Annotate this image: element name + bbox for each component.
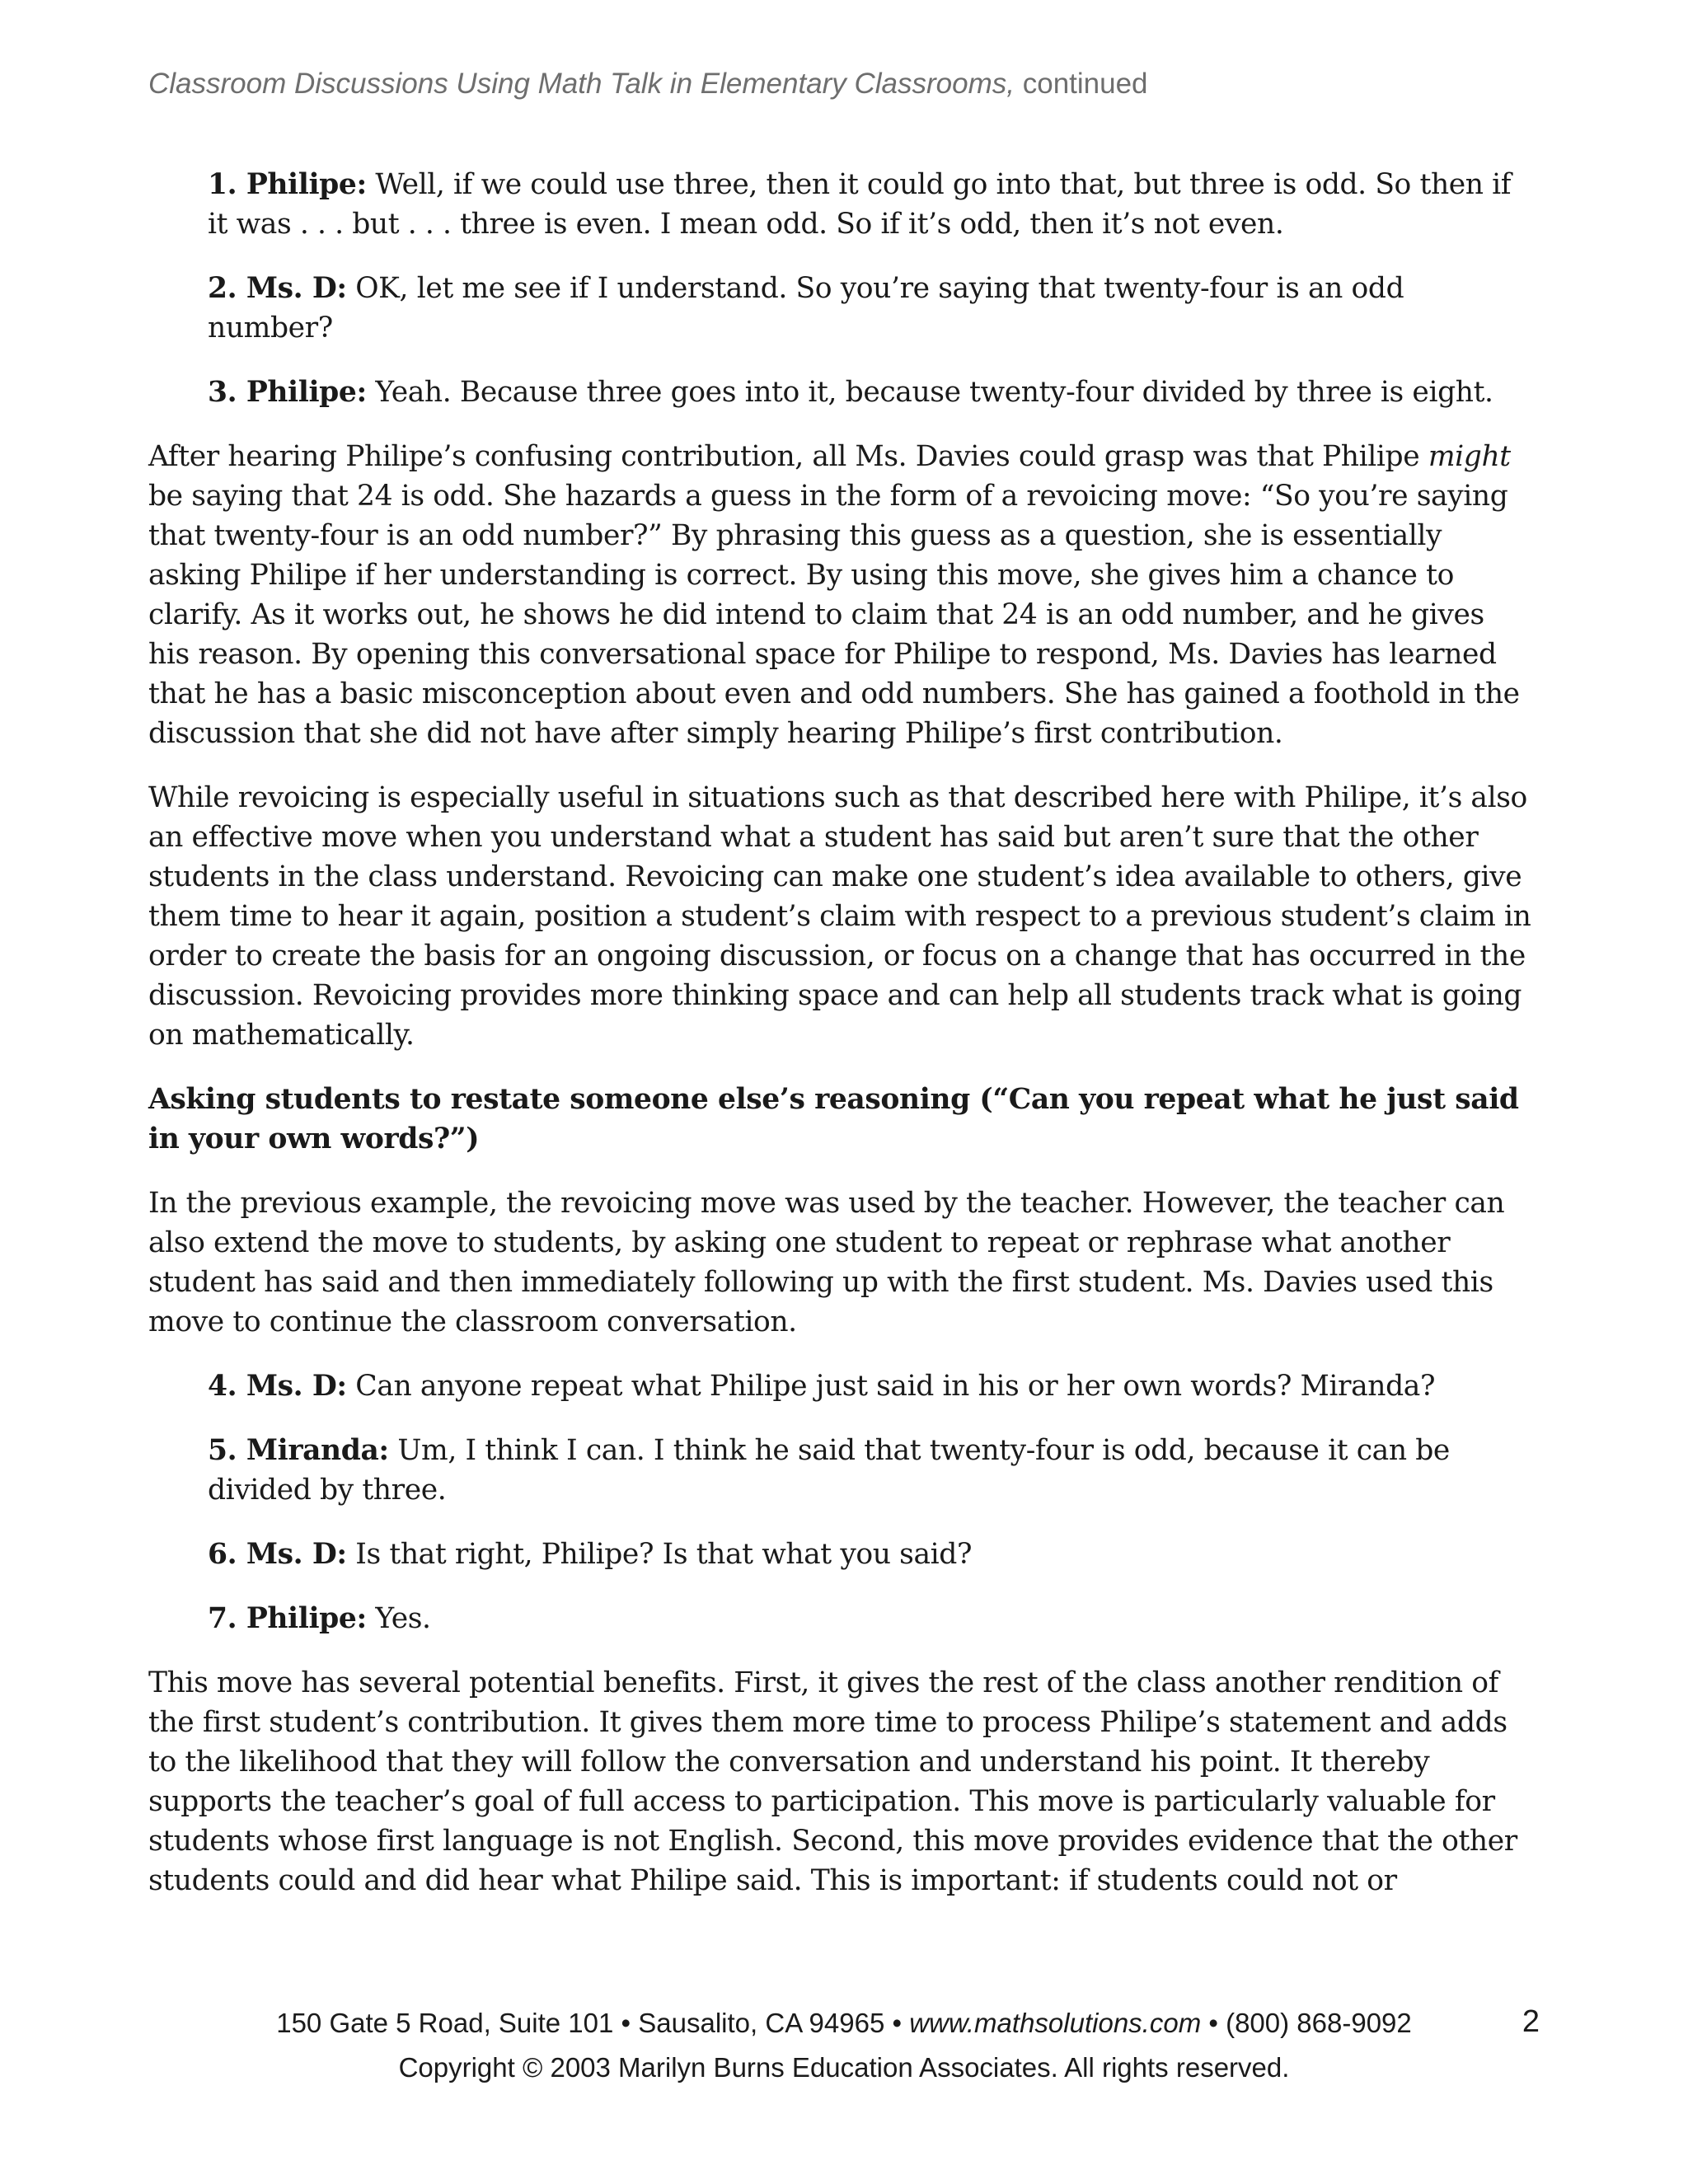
- paragraph-4: This move has several potential benefits. First, it gives the rest of the class another rendition of the first student’s contribution. It gives them more time to process Philipe’s statement and adds to the likelihood that they will follow the conversation and understand his point. It thereby supports the teacher’s goal of full access to participation. This move is particularly valuable for students whose first language is not English. Second, this move provides evidence that the other students could and did hear what Philipe said. This is important: if students could not or: [148, 1666, 1517, 1897]
- dialogue-line-4: [208, 1366, 1533, 1406]
- paragraph-3: In the previous example, the revoicing move was used by the teacher. However, the teacher can also extend the move to students, by asking one student to repeat or rephrase what another student has said and then immediately following up with the first student. Ms. Davies used this move to continue the classroom conversation.: [148, 1187, 1505, 1338]
- speaker-label: 2. Ms. D:: [208, 272, 347, 305]
- dialogue-text: Um, I think I can. I think he said that twenty-four is odd, because it can be divided by three.: [208, 1434, 1450, 1507]
- paragraph-1-before: After hearing Philipe’s confusing contribution, all Ms. Davies could grasp was that Philipe: [148, 440, 1420, 473]
- footer-address: 150 Gate 5 Road, Suite 101: [276, 2008, 614, 2038]
- page-body: [148, 165, 1533, 1925]
- running-head: [148, 68, 1148, 101]
- running-head-continued: continued: [1022, 68, 1148, 100]
- speaker-label: 7. Philipe:: [208, 1602, 367, 1635]
- dialogue-line-1: [208, 165, 1533, 244]
- paragraph-1: [148, 437, 1533, 753]
- dialogue-line-6: [208, 1535, 1533, 1574]
- footer-phone: (800) 868-9092: [1226, 2008, 1412, 2038]
- dialogue-line-7: [208, 1599, 1533, 1638]
- dialogue-text: Well, if we could use three, then it could go into that, but three is odd. So then if it was . . . but . . . three is even. I mean odd. So if it’s odd, then it’s not even.: [208, 168, 1512, 241]
- speaker-label: 5. Miranda:: [208, 1434, 389, 1467]
- bullet-separator: •: [892, 2008, 903, 2038]
- section-heading: Asking students to restate someone else’s reasoning (“Can you repeat what he just said in your own words?”): [148, 1083, 1519, 1155]
- dialogue-text: Can anyone repeat what Philipe just said in his or her own words? Miranda?: [355, 1370, 1436, 1403]
- dialogue-line-2: [208, 269, 1533, 348]
- dialogue-text: Is that right, Philipe? Is that what you said?: [355, 1538, 973, 1571]
- paragraph-2: While revoicing is especially useful in situations such as that described here with Philipe, it’s also an effective move when you understand what a student has said but aren’t sure that the other students in the class understand. Revoicing can make one student’s idea available to others, give them time to hear it again, position a student’s claim with respect to a previous student’s claim in order to create the basis for an ongoing discussion, or focus on a change that has occurred in the discussion. Revoicing provides more thinking space and can help all students track what is going on mathematically.: [148, 781, 1531, 1052]
- footer-city: Sausalito, CA 94965: [638, 2008, 885, 2038]
- bullet-separator: •: [621, 2008, 631, 2038]
- dialogue-line-3: [208, 373, 1533, 412]
- footer-copyright: Copyright © 2003 Marilyn Burns Education Associates. All rights reserved.: [398, 2052, 1290, 2083]
- speaker-label: 4. Ms. D:: [208, 1370, 347, 1403]
- running-head-title: Classroom Discussions Using Math Talk in Elementary Classrooms,: [148, 68, 1015, 100]
- bullet-separator: •: [1208, 2008, 1218, 2038]
- paragraph-1-emphasis: might: [1428, 440, 1511, 473]
- dialogue-line-5: [208, 1431, 1533, 1510]
- dialogue-text: Yes.: [375, 1602, 431, 1635]
- dialogue-text: OK, let me see if I understand. So you’re saying that twenty-four is an odd number?: [208, 272, 1404, 344]
- footer-website-link[interactable]: www.mathsolutions.com: [909, 2008, 1202, 2038]
- speaker-label: 6. Ms. D:: [208, 1538, 347, 1571]
- speaker-label: 3. Philipe:: [208, 376, 367, 409]
- footer-contact: [0, 2008, 1688, 2039]
- paragraph-1-after: be saying that 24 is odd. She hazards a guess in the form of a revoicing move: “So you’re saying that twenty-four is an odd number?” By phrasing this guess as a question, she is essentially asking Philipe if her understanding is correct. By using this move, she gives him a chance to clarify. As it works out, he shows he did intend to claim that 24 is an odd number, and he gives his reason. By opening this conversational space for Philipe to respond, Ms. Davies has learned that he has a basic misconception about even and odd numbers. She has gained a foothold in the discussion that she did not have after simply hearing Philipe’s first contribution.: [148, 480, 1520, 750]
- page-number: 2: [1522, 2004, 1540, 2039]
- dialogue-text: Yeah. Because three goes into it, because twenty-four divided by three is eight.: [375, 376, 1493, 409]
- speaker-label: 1. Philipe:: [208, 168, 367, 201]
